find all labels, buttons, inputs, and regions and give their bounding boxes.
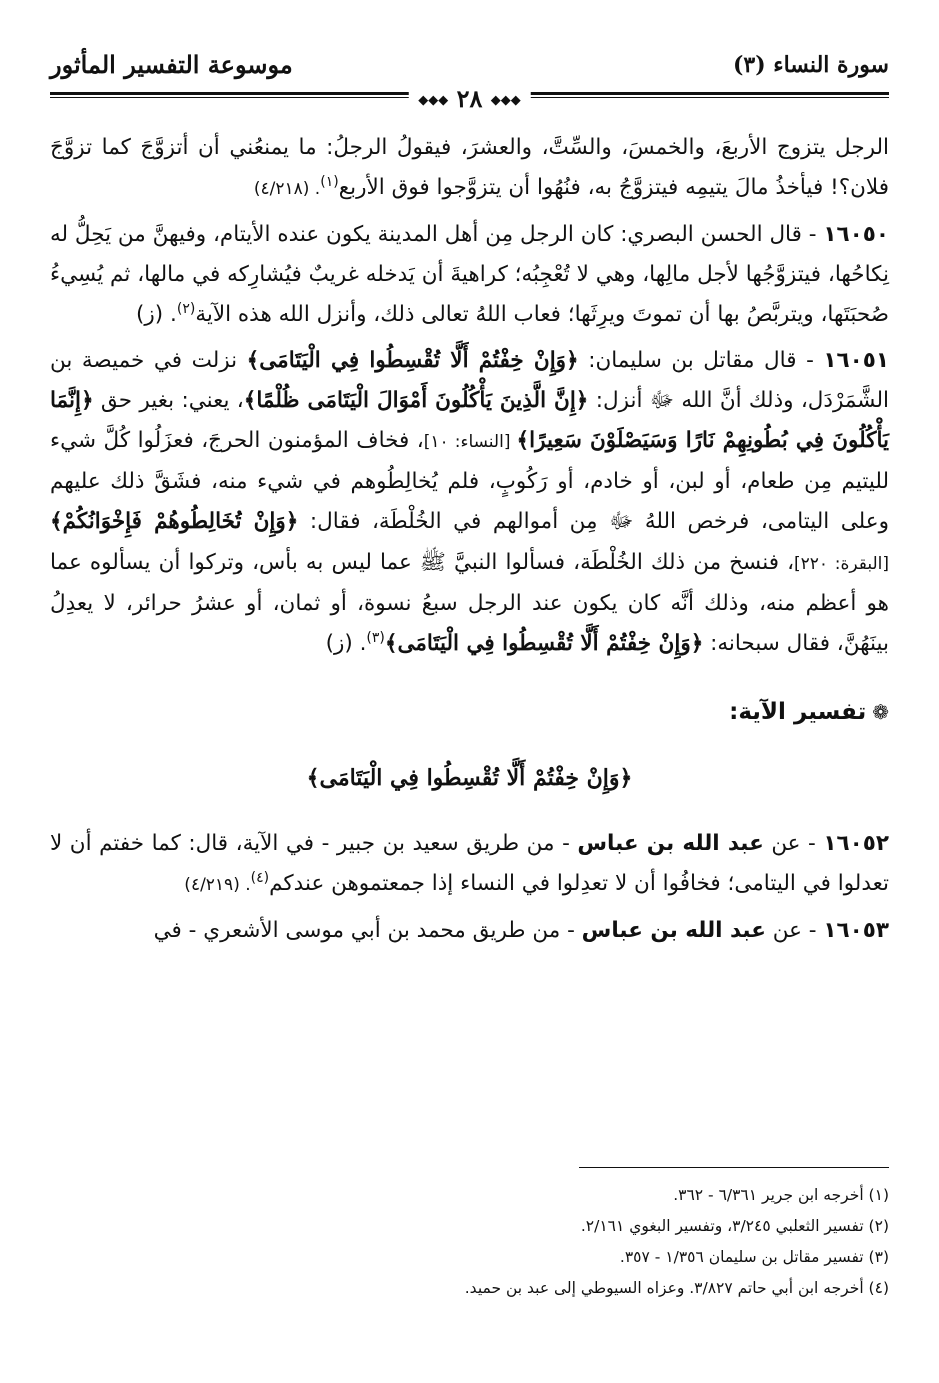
- para-text: - من طريق سعيد بن جبير - في الآية، قال: كما خفتم أن لا تعدلوا في اليتامى؛ فخافُوا أن لا تعدِلوا في النساء إذا جمعتموهن عندكم: [50, 831, 889, 896]
- narrator-name: عبد الله بن عباس: [577, 831, 764, 856]
- footnote-2: (٢) تفسير الثعلبي ٣/٢٤٥، وتفسير البغوي ٢/١٦١.: [580, 1217, 889, 1235]
- surah-title: سورة النساء (٣): [732, 52, 889, 78]
- footnote-marker: (٢): [176, 300, 196, 317]
- page-number-box: [408, 84, 531, 113]
- para-text: ، فنسخ من ذلك الخُلْطَة، فسألوا النبيَّ ﷺ عما ليس به بأس، وتركوا أن يسألوه عما هو أعظم منه، وذلك أنَّه كان يكون عند الرجل سبعُ نسوة، أو ثمان، أو عشرُ حرائر، لا يعدِلُ بينَهُنَّ، فقال سبحانه:: [50, 550, 889, 656]
- main-text: [50, 128, 889, 957]
- footnote-1: (١) أخرجه ابن جرير ٦/٣٦١ - ٣٦٢.: [673, 1186, 889, 1204]
- footnote-3: (٣) تفسير مقاتل بن سليمان ١/٣٥٦ - ٣٥٧.: [619, 1248, 889, 1266]
- verse-reference: [البقرة: ٢٢٠]: [794, 554, 889, 574]
- reference-marker: . (ز): [136, 302, 177, 327]
- section-heading-text: تفسير الآية:: [729, 699, 867, 725]
- ornament-icon: ◆◆◆: [490, 93, 521, 108]
- running-header: [50, 44, 889, 116]
- para-text: ، يعني: بغير حق: [93, 388, 244, 413]
- narration-16052: [50, 824, 889, 905]
- footnote-4: (٤) أخرجه ابن أبي حاتم ٣/٨٢٧. وعزاه السيوطي إلى عبد بن حميد.: [464, 1279, 889, 1297]
- para-text: ، فخاف المؤمنون الحرجَ، فعزَلُوا كُلَّ شيء لليتيم مِن طعام، أو لبن، أو خادم، أو رَكُوبٍ، فلم يُخالِطُوهم في شيء منه، فشَقَّ ذلك عليهم وعلى اليتامى، فرخص اللهُ ﷻ مِن أموالهم في الخُلْطَة، فقال:: [50, 428, 890, 534]
- narration-number: ١٦٠٥٣: [823, 918, 889, 943]
- footnote-marker: (٣): [366, 629, 385, 646]
- quran-verse: ﴿إِنَّ الَّذِينَ يَأْكُلُونَ أَمْوَالَ الْيَتَامَى ظُلْمًا﴾: [243, 388, 589, 413]
- book-title: موسوعة التفسير المأثور: [50, 50, 293, 79]
- narration-number: ١٦٠٥٠: [823, 222, 889, 247]
- narration-number: ١٦٠٥٢: [823, 831, 889, 856]
- para-text: الرجل يتزوج الأربعَ، والخمسَ، والسِّتَّ، والعشرَ، فيقولُ الرجلُ: ما يمنعُني أن أتزوَّجَ كما تزوَّجَ فلان؟! فيأخذُ مالَ يتيمِه فيتزوَّجُ به، فنُهُوا أن يتزوَّجوا فوق الأربع: [50, 135, 889, 200]
- para-text: - عن: [763, 831, 824, 856]
- verse-reference: [النساء: ١٠]: [423, 432, 517, 452]
- volume-reference: . (٤/٢١٨): [253, 179, 321, 199]
- quran-verse: ﴿وَإِنْ تُخَالِطُوهُمْ فَإِخْوَانُكُمْ﴾: [50, 509, 299, 534]
- para-text: - قال الحسن البصري: كان الرجل مِن أهل المدينة يكون عنده الأيتام، وفيهنَّ من يَحِلُّ له نِكاحُها، فيتزوَّجُها لأجل مالِها، وهي لا تُعْجِبُه؛ كراهيةَ أن يَدخله غريبٌ فيُشارِكه في مالها، ثم يُسِيءُ صُحبَتَها، ويتربَّصُ بها أن تموتَ ويرِثَها؛ فعاب اللهُ تعالى ذلك، وأنزل الله هذه الآية: [50, 222, 889, 327]
- narration-16051: [50, 341, 889, 664]
- para-text: - عن: [765, 918, 824, 943]
- ornament-icon: ◆◆◆: [418, 93, 449, 108]
- page-number: ٢٨: [456, 84, 483, 113]
- narration-16050: [50, 215, 889, 335]
- narration-number: ١٦٠٥١: [823, 348, 889, 373]
- narrator-name: عبد الله بن عباس: [581, 918, 766, 943]
- footnotes: [50, 1180, 889, 1304]
- centered-verse: ﴿وَإِنْ خِفْتُمْ أَلَّا تُقْسِطُوا فِي الْيَتَامَى﴾: [306, 765, 633, 791]
- para-text: - قال مقاتل بن سليمان:: [578, 348, 824, 373]
- reference-marker: . (ز): [325, 631, 367, 656]
- section-heading: [50, 692, 889, 732]
- volume-reference: . (٤/٢١٩): [184, 875, 251, 895]
- para-text: نزلت في خميصة بن الشَّمَرْدَل، وذلك أنَّ الله ﷻ أنزل:: [50, 348, 890, 413]
- footnote-marker: (١): [320, 173, 339, 190]
- narration-16053: [50, 911, 889, 951]
- quran-verse: ﴿وَإِنْ خِفْتُمْ أَلَّا تُقْسِطُوا فِي الْيَتَامَى﴾: [246, 348, 579, 373]
- flower-icon: ❁: [872, 700, 889, 724]
- footnote-rule: [579, 1167, 889, 1168]
- footnote-marker: (٤): [250, 869, 270, 886]
- para-text: - من طريق محمد بن أبي موسى الأشعري - في: [153, 918, 582, 943]
- quran-verse: ﴿إِنَّمَا يَأْكُلُونَ فِي بُطُونِهِمْ نَارًا وَسَيَصْلَوْنَ سَعِيرًا﴾: [50, 388, 889, 453]
- paragraph-continuation: [50, 128, 889, 209]
- quran-verse: ﴿وَإِنْ خِفْتُمْ أَلَّا تُقْسِطُوا فِي الْيَتَامَى﴾: [384, 631, 704, 656]
